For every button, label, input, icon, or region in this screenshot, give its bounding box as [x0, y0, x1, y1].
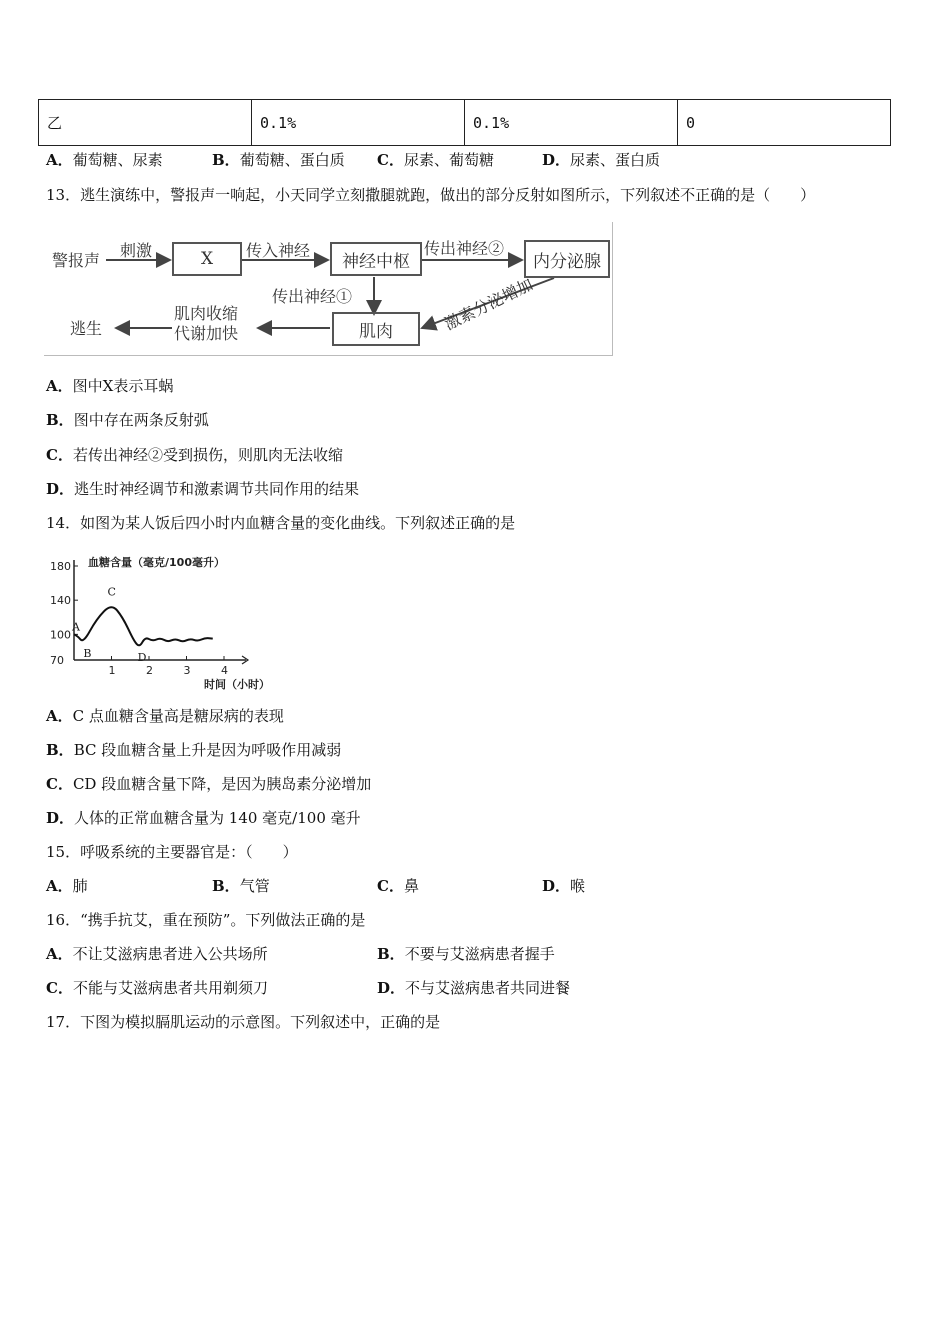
label-stimulus: 刺激: [120, 241, 153, 260]
table-cell: 0.1%: [252, 100, 465, 146]
x-axis-label: 时间（小时）: [204, 678, 270, 691]
label-effect-line1: 肌肉收缩: [174, 304, 239, 323]
q15-option-c: C．鼻: [377, 877, 419, 895]
label-efferent2: 传出神经②: [424, 239, 505, 258]
label-escape: 逃生: [70, 319, 103, 338]
q13-option-a: A．图中X表示耳蜗: [46, 377, 174, 395]
x-tick-label: 3: [183, 664, 191, 677]
q12-option-b: B．葡萄糖、蛋白质: [212, 151, 345, 169]
label-afferent: 传入神经: [246, 241, 311, 260]
table-row: [39, 100, 891, 146]
point-label: C: [107, 585, 116, 599]
q15-option-b: B．气管: [212, 877, 270, 895]
point-label: D: [137, 651, 147, 665]
y-tick-label: 140: [50, 594, 71, 608]
table-cell: 乙: [39, 100, 252, 146]
q14-option-a: A．C 点血糖含量高是糖尿病的表现: [46, 707, 284, 725]
blood-sugar-line: [74, 607, 213, 645]
q14-stem: 14．如图为某人饭后四小时内血糖含量的变化曲线。下列叙述正确的是: [46, 514, 516, 532]
q12-option-d: D．尿素、蛋白质: [542, 151, 661, 169]
q15-option-a: A．肺: [46, 877, 88, 895]
q14-option-d: D．人体的正常血糖含量为 140 毫克/100 毫升: [46, 809, 361, 827]
q16-option-c: C．不能与艾滋病患者共用剃须刀: [46, 979, 268, 997]
box-center: 神经中枢: [330, 242, 422, 276]
q16-stem: 16．“携手抗艾，重在预防”。下列做法正确的是: [46, 911, 366, 929]
chart-svg: [46, 552, 286, 697]
q13-option-d: D．逃生时神经调节和激素调节共同作用的结果: [46, 480, 360, 498]
q15-stem: 15．呼吸系统的主要器官是：（ ）: [46, 843, 298, 861]
q12-option-a: A．葡萄糖、尿素: [46, 151, 163, 169]
q13-option-c: C．若传出神经②受到损伤，则肌肉无法收缩: [46, 446, 343, 464]
q14-option-c: C．CD 段血糖含量下降，是因为胰岛素分泌增加: [46, 775, 372, 793]
q12-option-c: C．尿素、葡萄糖: [377, 151, 494, 169]
box-gland: 内分泌腺: [524, 240, 610, 278]
table-cell: 0: [678, 100, 891, 146]
box-muscle: 肌肉: [332, 312, 420, 346]
x-tick-label: 2: [146, 664, 153, 677]
label-hormone: 激素分泌增加: [441, 274, 536, 334]
x-tick-label: 1: [108, 664, 116, 677]
y-tick-label: 100: [50, 628, 71, 642]
q13-option-b: B．图中存在两条反射弧: [46, 411, 209, 429]
x-tick-label: 4: [221, 664, 228, 677]
q17-stem: 17．下图为模拟膈肌运动的示意图。下列叙述中，正确的是: [46, 1013, 441, 1031]
table-cell: 0.1%: [465, 100, 678, 146]
point-label: B: [83, 646, 92, 660]
point-label: A: [72, 620, 80, 634]
y-axis-label: 血糖含量（毫克/100毫升）: [88, 556, 225, 569]
q15-option-d: D．喉: [542, 877, 586, 895]
y-tick-label: 70: [50, 654, 64, 667]
q13-stem: 13．逃生演练中，警报声一响起，小天同学立刻撒腿就跑，做出的部分反射如图所示，下列叙述不正确的是（ ）: [46, 186, 816, 204]
reflex-diagram: [44, 222, 613, 356]
label-efferent1: 传出神经①: [272, 287, 353, 306]
y-tick-label: 180: [50, 560, 71, 573]
label-alarm: 警报声: [52, 251, 101, 270]
q16-option-a: A．不让艾滋病患者进入公共场所: [46, 945, 268, 963]
blood-sugar-chart: [46, 552, 286, 697]
q16-option-d: D．不与艾滋病患者共同进餐: [377, 979, 571, 997]
label-effect: [174, 304, 238, 344]
q14-option-b: B．BC 段血糖含量上升是因为呼吸作用减弱: [46, 741, 342, 759]
data-table: [38, 99, 891, 146]
box-x: X: [172, 242, 242, 276]
label-effect-line2: 代谢加快: [174, 324, 239, 343]
q16-option-b: B．不要与艾滋病患者握手: [377, 945, 555, 963]
